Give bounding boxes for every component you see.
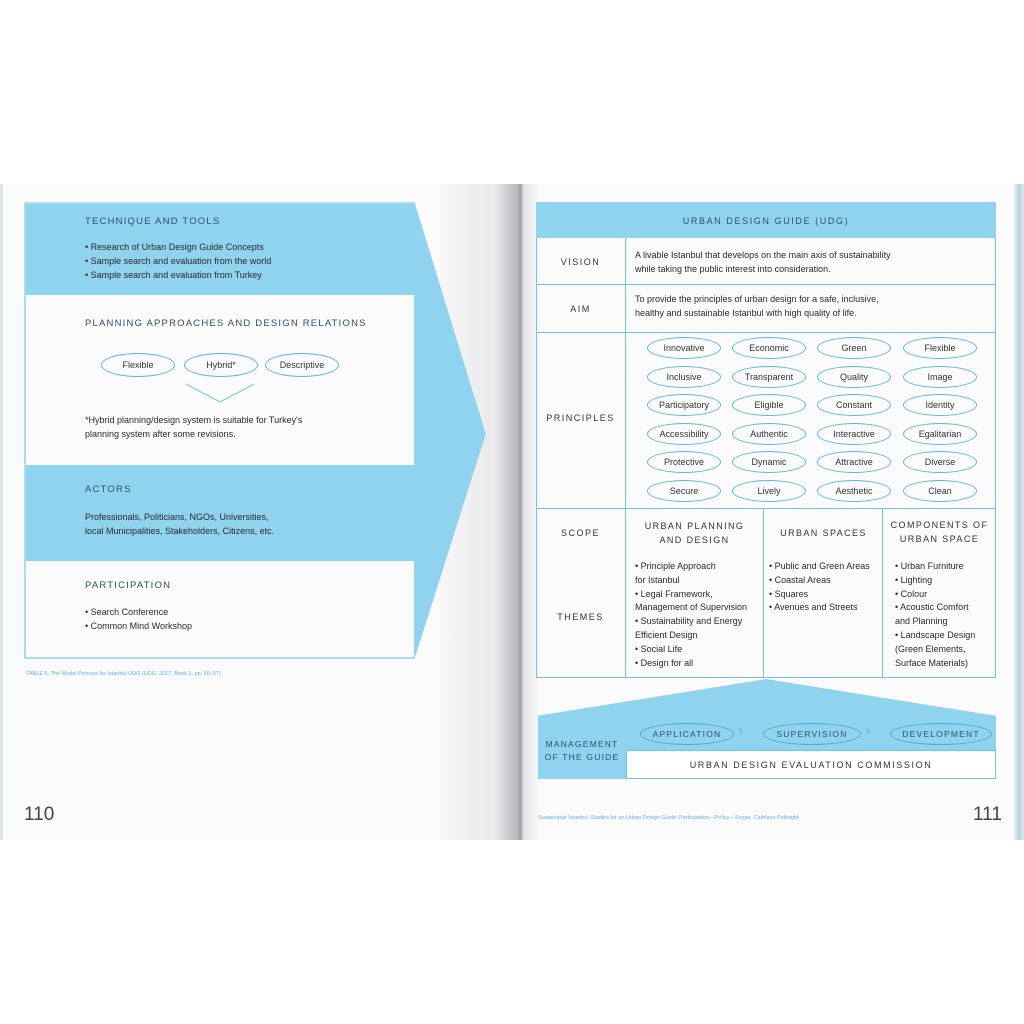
theme-item: and Planning <box>895 616 948 627</box>
scope-header-urban-spaces: URBAN SPACES <box>780 528 867 538</box>
principle-item: Identity <box>903 394 977 416</box>
row-divider <box>536 508 996 509</box>
theme-item: • Public and Green Areas <box>769 561 870 571</box>
theme-item: • Squares <box>769 588 809 599</box>
planning-title: PLANNING APPROACHES AND DESIGN RELATIONS <box>85 318 367 329</box>
row-divider <box>536 332 996 333</box>
theme-item: (Green Elements, <box>895 643 966 654</box>
list-item: • Sample search and evaluation from Turkey <box>85 269 262 280</box>
principle-item: Economic <box>732 337 806 359</box>
scope-header-urban-planning <box>628 519 761 547</box>
option-flexible: Flexible <box>101 353 175 377</box>
theme-item: • Design for all <box>635 657 694 668</box>
theme-item: Surface Materials) <box>895 657 969 668</box>
vision-label: VISION <box>560 257 601 267</box>
principle-item: Flexible <box>903 337 977 359</box>
scope-header-components <box>884 518 995 546</box>
step-supervision: SUPERVISION <box>763 723 861 745</box>
theme-item: • Colour <box>895 588 928 599</box>
page-edge-right <box>1014 184 1024 840</box>
scope-header-line: URBAN SPACE <box>899 534 980 544</box>
list-item: • Common Mind Workshop <box>85 620 193 631</box>
principle-item: Innovative <box>647 337 721 359</box>
principles-label: PRINCIPLES <box>546 413 615 423</box>
theme-item: • Social Life <box>635 643 683 654</box>
theme-item: for Istanbul <box>635 574 680 585</box>
principle-item: Protective <box>647 451 721 473</box>
actors-title: ACTORS <box>85 484 132 495</box>
participation-list <box>85 606 192 634</box>
theme-item: Efficient Design <box>635 629 698 640</box>
vision-text <box>635 249 891 277</box>
actors-line: Professionals, Politicians, NGOs, Universities, <box>85 512 269 522</box>
theme-item: • Acoustic Comfort <box>895 602 969 613</box>
principle-item: Egalitarian <box>903 423 977 445</box>
chevron-right-icon: › <box>739 723 743 737</box>
option-hybrid: Hybrid* <box>184 353 258 377</box>
vision-line: while taking the public interest into consideration. <box>635 263 831 274</box>
principle-item: Transparent <box>732 366 806 388</box>
note-line: planning system after some revisions. <box>85 428 236 439</box>
list-item: • Sample search and evaluation from the world <box>85 255 272 266</box>
option-descriptive: Descriptive <box>265 353 339 377</box>
page-edge-left <box>0 184 3 840</box>
principle-item: Attractive <box>817 451 891 473</box>
theme-item: Management of Supervision <box>635 602 748 613</box>
principle-item: Dynamic <box>732 451 806 473</box>
scope-column-divider <box>882 508 883 678</box>
theme-item: • Legal Framework, <box>635 588 713 599</box>
label-column-divider <box>625 238 626 678</box>
list-item: • Search Conference <box>85 607 169 617</box>
principle-item: Diverse <box>903 451 977 473</box>
participation-title: PARTICIPATION <box>85 580 172 591</box>
step-application: APPLICATION <box>640 723 734 745</box>
step-development: DEVELOPMENT <box>890 723 992 745</box>
aim-line: healthy and sustainable Istanbul with high quality of life. <box>635 307 857 318</box>
management-roof-shape <box>536 678 998 718</box>
chevron-right-icon: › <box>866 723 870 737</box>
theme-item: • Coastal Areas <box>769 574 831 585</box>
principle-item: Accessibility <box>647 423 721 445</box>
table-border-right <box>995 238 996 678</box>
principle-item: Quality <box>817 366 891 388</box>
commission-text: URBAN DESIGN EVALUATION COMMISSION <box>689 760 933 770</box>
list-item: • Research of Urban Design Guide Concepts <box>85 242 264 252</box>
udg-title: URBAN DESIGN GUIDE (UDG) <box>682 216 850 226</box>
principle-item: Aesthetic <box>817 480 891 502</box>
principle-item: Inclusive <box>647 366 721 388</box>
note-line: *Hybrid planning/design system is suitable for Turkey's <box>85 415 303 425</box>
scope-header-line: AND DESIGN <box>659 535 730 545</box>
principle-item: Lively <box>732 480 806 502</box>
theme-item: • Landscape Design <box>895 629 976 640</box>
actors-line: local Municipalities, Stakeholders, Citizens, etc. <box>85 525 275 536</box>
management-label <box>538 738 626 764</box>
management-label-line: OF THE GUIDE <box>544 752 620 762</box>
planning-note <box>85 414 302 442</box>
technique-list <box>85 241 271 282</box>
principle-item: Clean <box>903 480 977 502</box>
vision-line: A livable Istanbul that develops on the main axis of sustainability <box>635 250 891 260</box>
chevron-down-icon <box>180 380 260 406</box>
scope-header-line: URBAN PLANNING <box>644 521 745 531</box>
scope-label: SCOPE <box>560 528 600 538</box>
principle-item: Authentic <box>732 423 806 445</box>
principle-item: Participatory <box>647 394 721 416</box>
actors-text <box>85 511 274 539</box>
aim-text <box>635 293 879 321</box>
themes-col-2 <box>769 560 870 615</box>
principle-item: Eligible <box>732 394 806 416</box>
management-label-line: MANAGEMENT <box>545 739 619 749</box>
row-divider <box>536 284 996 285</box>
page-number-right: 111 <box>973 804 1002 825</box>
principle-item: Interactive <box>817 423 891 445</box>
technique-title: TECHNIQUE AND TOOLS <box>85 216 221 227</box>
themes-col-3 <box>895 560 975 670</box>
theme-item: • Lighting <box>895 574 933 585</box>
themes-col-1 <box>635 560 747 670</box>
theme-item: • Urban Furniture <box>895 561 964 571</box>
theme-item: • Principle Approach <box>635 561 716 571</box>
scope-header-line: COMPONENTS OF <box>890 520 989 530</box>
principle-item: Image <box>903 366 977 388</box>
principle-item: Green <box>817 337 891 359</box>
table-caption: TABLE 5. The Model Process for Istanbul UDG (UDG, 2017, Book 1, pp. 56–57) <box>26 671 221 677</box>
aim-line: To provide the principles of urban design for a safe, inclusive, <box>635 294 879 304</box>
scope-column-divider <box>763 508 764 678</box>
theme-item: • Sustainability and Energy <box>635 616 743 627</box>
page-number-left: 110 <box>24 804 55 825</box>
aim-label: AIM <box>570 304 591 314</box>
page-footer: Sustainable Istanbul: Studies for an Urban Design Guide: Participation—Policy—Scope. Cathleen Pelteight <box>538 815 799 821</box>
themes-label: THEMES <box>557 612 604 622</box>
principle-item: Constant <box>817 394 891 416</box>
principle-item: Secure <box>647 480 721 502</box>
theme-item: • Avenues and Streets <box>769 602 858 613</box>
